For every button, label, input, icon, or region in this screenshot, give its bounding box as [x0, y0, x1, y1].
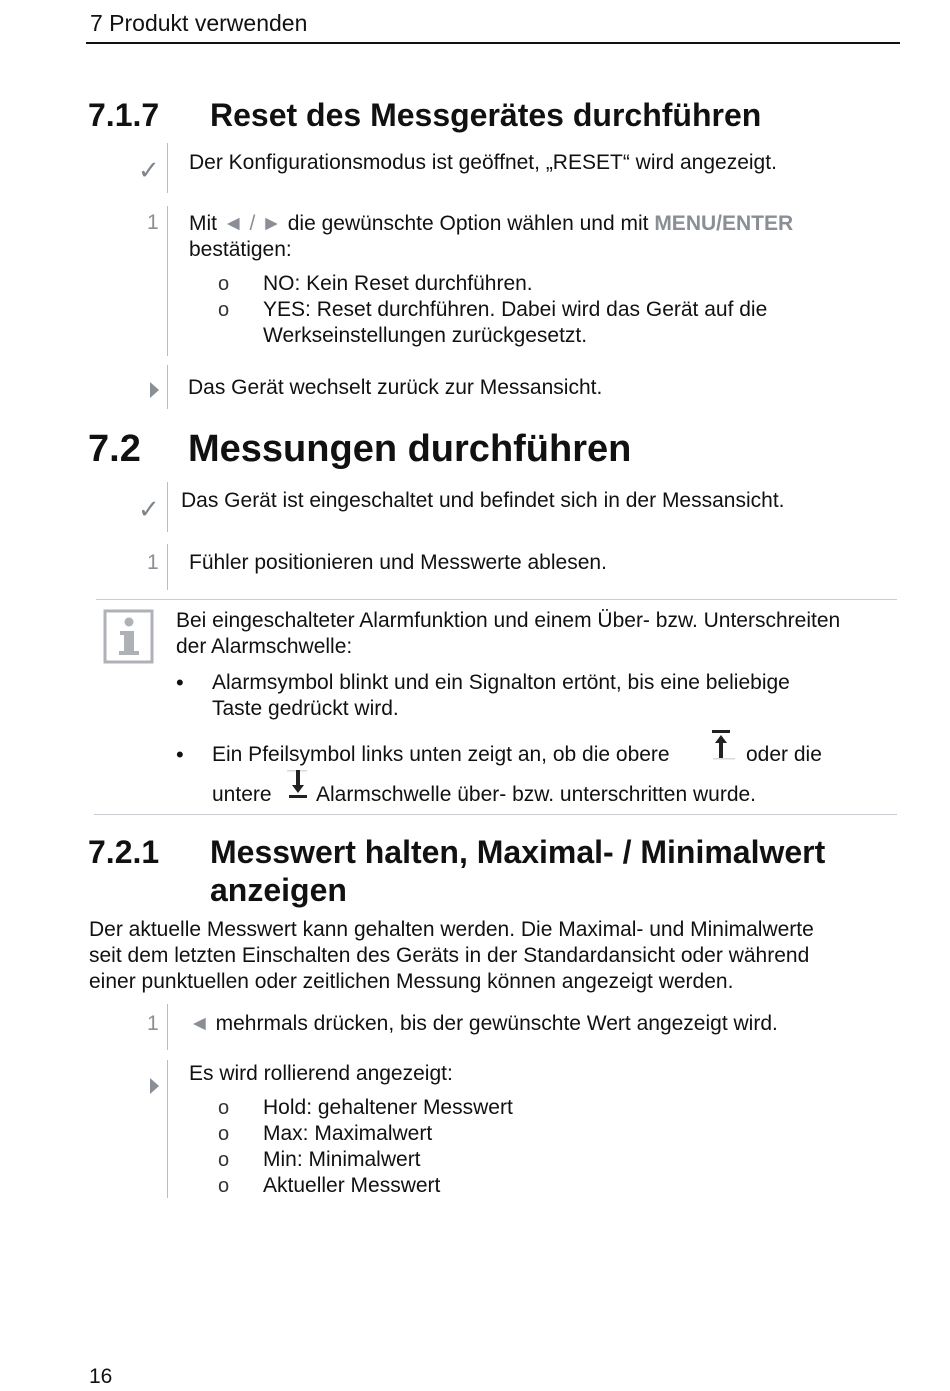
info-bullet-2-d: Alarmschwelle über- bzw. unterschritten wurde.: [316, 783, 757, 806]
margin-line: [167, 206, 168, 356]
list-item: Hold: gehaltener Messwert: [263, 1096, 513, 1119]
option-bullet: o: [218, 1149, 230, 1171]
list-item: Aktueller Messwert: [263, 1174, 441, 1197]
section-title: Messungen durchführen: [188, 428, 632, 470]
margin-line: [167, 544, 168, 590]
info-top-rule: [96, 599, 897, 600]
info-bullet-2: Ein Pfeilsymbol links unten zeigt an, ob die obere: [212, 743, 670, 766]
result-arrow-icon: [150, 1078, 159, 1094]
list-item: Min: Minimalwert: [263, 1148, 421, 1171]
section-title: Reset des Messgerätes durchführen: [210, 97, 762, 133]
margin-line: [167, 482, 168, 532]
step-text-line2: bestätigen:: [189, 238, 292, 261]
paragraph-line: Der aktuelle Messwert kann gehalten werden. Die Maximal- und Minimalwerte: [89, 918, 814, 941]
info-bottom-rule: [94, 814, 897, 815]
margin-line: [167, 143, 168, 193]
lower-threshold-arrow-icon: [284, 766, 312, 802]
running-header: 7 Produkt verwenden: [90, 10, 308, 36]
option-bullet: o: [218, 1097, 230, 1119]
arrow-keys-icon: ◄ / ►: [222, 212, 282, 235]
result-text: Es wird rollierend angezeigt:: [189, 1062, 453, 1085]
step-text: Fühler positionieren und Messwerte ablesen.: [189, 551, 607, 574]
option-bullet: o: [218, 1123, 230, 1145]
info-text-line2: der Alarmschwelle:: [176, 635, 353, 658]
step-text: ◄ mehrmals drücken, bis der gewünschte Wert angezeigt wird.: [189, 1012, 778, 1035]
step-number: 1: [147, 1012, 159, 1035]
info-text: Bei eingeschalteter Alarmfunktion und einem Über- bzw. Unterschreiten: [176, 609, 841, 632]
info-icon: [103, 609, 154, 664]
section-title: Messwert halten, Maximal- / Minimalwert: [210, 834, 826, 870]
option-no: NO: Kein Reset durchführen.: [263, 272, 533, 295]
checkmark-icon: ✓: [138, 494, 160, 524]
paragraph-line: einer punktuellen oder zeitlichen Messung können angezeigt werden.: [89, 970, 734, 993]
info-bullet-2-c: untere: [212, 783, 272, 806]
margin-line: [167, 1004, 168, 1050]
bullet: •: [176, 742, 184, 767]
margin-line: [167, 365, 168, 409]
header-rule: [86, 42, 900, 44]
menu-enter-key: MENU/ENTER: [654, 212, 794, 235]
step-number: 1: [147, 551, 159, 574]
prerequisite-text: Der Konfigurationsmodus ist geöffnet, „RESET“ wird angezeigt.: [189, 151, 777, 174]
left-arrow-key-icon: ◄: [189, 1012, 210, 1035]
section-number: 7.2.1: [88, 834, 160, 870]
checkmark-icon: ✓: [138, 155, 160, 185]
section-title-line2: anzeigen: [210, 872, 347, 908]
paragraph-line: seit dem letzten Einschalten des Geräts in der Standardansicht oder während: [89, 944, 810, 967]
bullet: •: [176, 670, 184, 695]
step-text: Mit ◄ / ► die gewünschte Option wählen und mit MENU/ENTER: [189, 212, 794, 235]
info-bullet-2-b: oder die: [746, 743, 822, 766]
page-number: 16: [89, 1365, 113, 1388]
info-bullet-1-line2: Taste gedrückt wird.: [212, 697, 399, 720]
margin-line: [167, 1060, 168, 1198]
result-arrow-icon: [150, 382, 159, 398]
option-yes-line2: Werkseinstellungen zurückgesetzt.: [263, 324, 588, 347]
option-bullet: o: [218, 299, 230, 321]
option-bullet: o: [218, 273, 230, 295]
list-item: Max: Maximalwert: [263, 1122, 433, 1145]
info-bullet-1: Alarmsymbol blinkt und ein Signalton ertönt, bis eine beliebige: [212, 671, 790, 694]
step-number: 1: [147, 211, 159, 234]
option-yes: YES: Reset durchführen. Dabei wird das Gerät auf die: [263, 298, 768, 321]
option-bullet: o: [218, 1175, 230, 1197]
section-number: 7.1.7: [88, 97, 160, 133]
prerequisite-text: Das Gerät ist eingeschaltet und befindet sich in der Messansicht.: [181, 489, 785, 512]
result-text: Das Gerät wechselt zurück zur Messansicht.: [188, 376, 603, 399]
upper-threshold-arrow-icon: [710, 728, 736, 762]
section-number: 7.2: [88, 428, 141, 470]
